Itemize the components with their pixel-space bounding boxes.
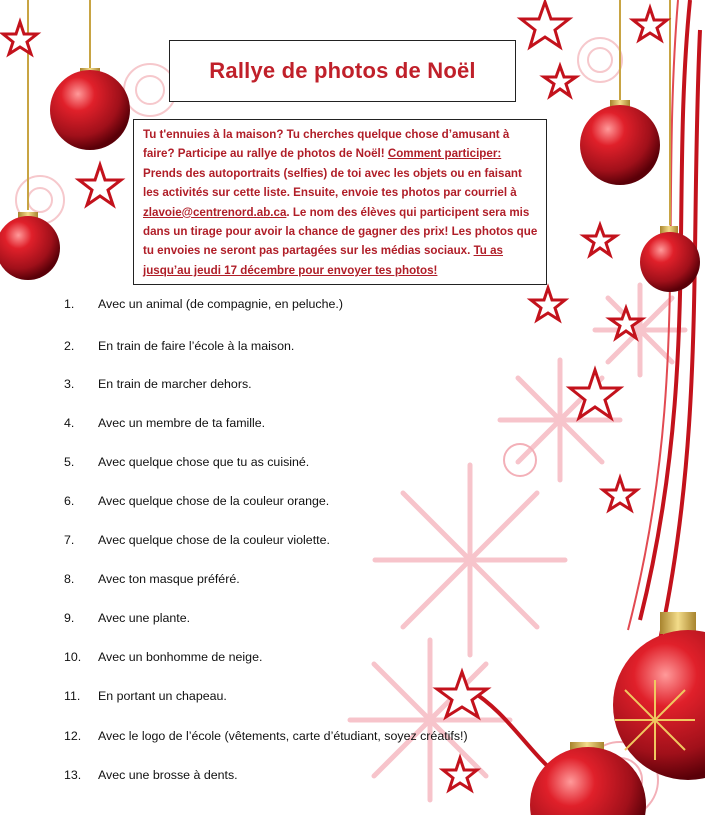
- item-number: 4.: [64, 416, 75, 430]
- intro-text-3: . Le nom des élèves qui participent sera mis dans un tirage pour avoir la chance de gagner des prix! Les photos que tu envoies ne seront pas partagées sur les médias sociaux.: [143, 205, 538, 258]
- item-text: En train de faire l’école à la maison.: [98, 339, 295, 353]
- title-box: [169, 40, 516, 102]
- item-text: En portant un chapeau.: [98, 689, 227, 703]
- item-number: 8.: [64, 572, 75, 586]
- intro-box: [133, 119, 547, 285]
- item-text: Avec un membre de ta famille.: [98, 416, 266, 430]
- item-text: Avec une brosse à dents.: [98, 768, 238, 782]
- item-text: Avec ton masque préféré.: [98, 572, 240, 586]
- item-text: En train de marcher dehors.: [98, 377, 252, 391]
- item-number: 12.: [64, 729, 82, 743]
- item-text: Avec quelque chose de la couleur violette.: [98, 533, 330, 547]
- how-to-participate-label: Comment participer:: [387, 147, 502, 161]
- item-number: 2.: [64, 339, 75, 353]
- item-number: 11.: [64, 689, 81, 703]
- item-number: 3.: [64, 377, 75, 391]
- item-number: 6.: [64, 494, 75, 508]
- intro-text-2: Prends des autoportraits (selfies) de toi avec les objets ou en faisant les activités sur cette liste. Ensuite, envoie tes photos par courriel à: [143, 166, 522, 200]
- item-text: Avec quelque chose que tu as cuisiné.: [98, 455, 310, 469]
- item-text: Avec le logo de l’école (vêtements, carte d’étudiant, soyez créatifs!): [98, 729, 468, 743]
- item-number: 10.: [64, 650, 82, 664]
- email-link[interactable]: zlavoie@centrenord.ab.ca: [143, 205, 287, 219]
- item-number: 7.: [64, 533, 75, 547]
- intro-text-1: Tu t'ennuies à la maison? Tu cherches quelque chose d’amusant à faire? Participe au rallye de photos de Noël!: [143, 128, 510, 161]
- item-number: 13.: [64, 768, 82, 782]
- item-text: Avec un animal (de compagnie, en peluche.): [98, 297, 343, 311]
- item-text: Avec une plante.: [98, 611, 191, 625]
- item-number: 1.: [64, 297, 75, 311]
- deadline-text: Tu as jusqu’au jeudi 17 décembre pour envoyer tes photos!: [143, 244, 503, 277]
- item-text: Avec un bonhomme de neige.: [98, 650, 263, 664]
- page-title: Rallye de photos de Noël: [209, 58, 476, 83]
- item-number: 9.: [64, 611, 75, 625]
- item-number: 5.: [64, 455, 75, 469]
- item-text: Avec quelque chose de la couleur orange.: [98, 494, 330, 508]
